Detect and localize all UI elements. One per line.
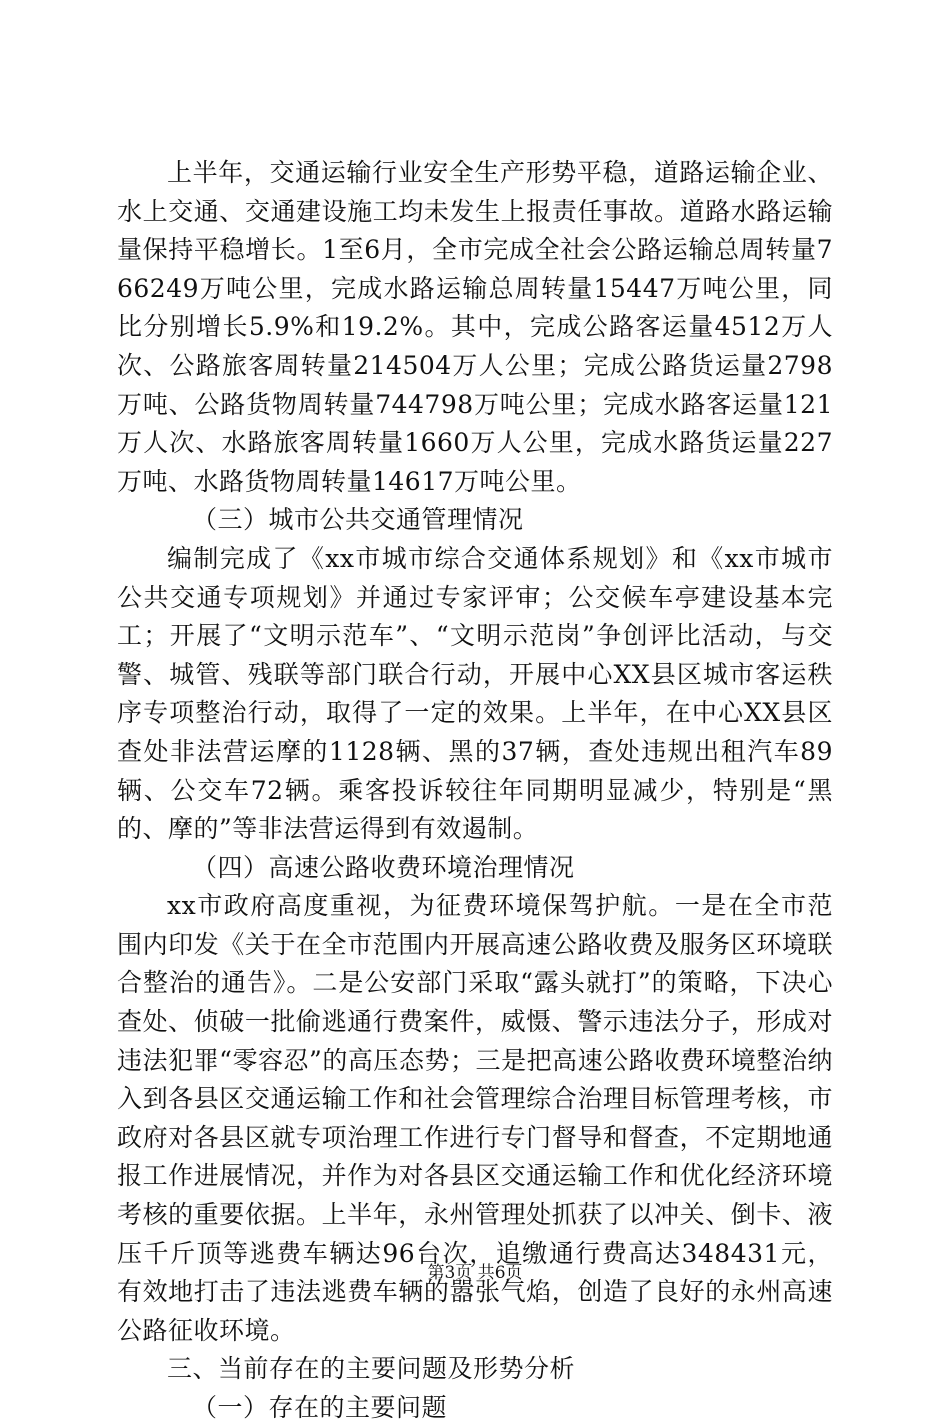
document-body <box>117 154 833 1428</box>
paragraph-highway-toll-environment: xx市政府高度重视，为征费环境保驾护航。一是在全市范围内印发《关于在全市范围内开展高速公路收费及服务区环境联合整治的通告》。二是公安部门采取“露头就打”的策略，下决心查处、侦破一批偷逃通行费案件，威慑、警示违法分子，形成对违法犯罪“零容忍”的高压态势；三是把高速公路收费环境整治纳入到各县区交通运输工作和社会管理综合治理目标管理考核，市政府对各县区就专项治理工作进行专门督导和督查，不定期地通报工作进展情况，并作为对各县区交通运输工作和优化经济环境考核的重要依据。上半年，永州管理处抓获了以冲关、倒卡、液压千斤顶等逃费车辆达96台次，追缴通行费高达348431元，有效地打击了违法逃费车辆的嚣张气焰，创造了良好的永州高速公路征收环境。 <box>117 891 833 1345</box>
heading-highway-toll-environment: （四）高速公路收费环境治理情况 <box>192 852 575 882</box>
paragraph-transport-safety: 上半年，交通运输行业安全生产形势平稳，道路运输企业、水上交通、交通建设施工均未发生上报责任事故。道路水路运输量保持平稳增长。1至6月，全市完成全社会公路运输总周转量766249万吨公里，完成水路运输总周转量15447万吨公里，同比分别增长5.9%和19.2%。其中，完成公路客运量4512万人次、公路旅客周转量214504万人公里；完成公路货运量2798万吨、公路货物周转量744798万吨公里；完成水路客运量121万人次、水路旅客周转量1660万人公里，完成水路货运量227万吨、水路货物周转量14617万吨公里。 <box>117 158 833 496</box>
page-number-footer: 第3页 共6页 <box>427 1263 523 1283</box>
paragraph-urban-public-transport: 编制完成了《xx市城市综合交通体系规划》和《xx市城市公共交通专项规划》并通过专家评审；公交候车亭建设基本完工；开展了“文明示范车”、“文明示范岗”争创评比活动，与交警、城管、残联等部门联合行动，开展中心XX县区城市客运秩序专项整治行动，取得了一定的效果。上半年，在中心XX县区查处非法营运摩的1128辆、黑的37辆，查处违规出租汽车89辆、公交车72辆。乘客投诉较往年同期明显减少，特别是“黑的、摩的”等非法营运得到有效遏制。 <box>117 543 833 844</box>
heading-main-problems-analysis: 三、当前存在的主要问题及形势分析 <box>167 1354 576 1384</box>
heading-urban-public-transport: （三）城市公共交通管理情况 <box>192 505 524 535</box>
heading-existing-problems: （一）存在的主要问题 <box>192 1393 448 1422</box>
